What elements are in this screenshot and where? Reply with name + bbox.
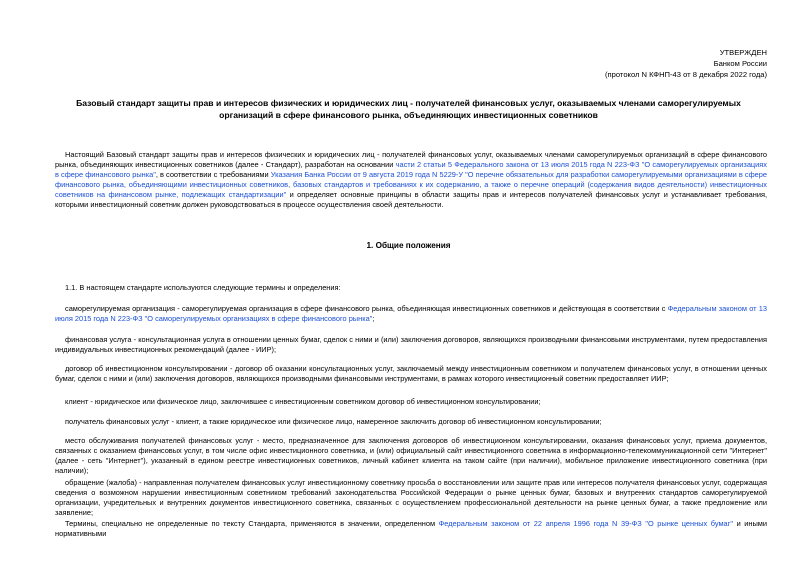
approval-stamp: [605, 47, 767, 80]
law-223-fz-link-2[interactable]: Федеральным законом от 13 июля 2015 года N 223-ФЗ "О саморегулируемых организациях в сфере финансового рынка": [55, 304, 767, 323]
definition-sro: [55, 304, 767, 324]
terms-paragraph: [55, 519, 767, 539]
clause-1-1: 1.1. В настоящем стандарте используются следующие термины и определения:: [65, 283, 341, 292]
definition-complaint: обращение (жалоба) - направленная получателем финансовых услуг инвестиционному советнику просьба о восстановлении или защите прав или интересов получателя финансовых услуг, содержащая сведения о возможном нарушении инвестиционным советником требований законодательства Российской Федерации о рынке ценных бумаг, базовых и внутренних стандартов саморегулируемой организации, учредительных и внутренних документов инвестиционного советника, связанных с осуществлением профессиональной деятельности на рынке ценных бумаг, а также предложение или заявление;: [55, 478, 767, 517]
intro-text-1: Настоящий Базовый стандарт защиты прав и интересов физических и юридических лиц - получателей финансовых услуг, оказываемых членами саморегулируемых организаций в сфере финансового рынка, объединяющих инвестиционных советников (далее - Стандарт), разработан на основании: [55, 150, 767, 169]
terms-text-1: Термины, специально не определенные по тексту Стандарта, применяются в значении, определенном: [65, 519, 439, 528]
definition-sro-end: ;: [372, 313, 375, 323]
intro-paragraph: [55, 150, 767, 210]
definition-client: клиент - юридическое или физическое лицо, заключившее с инвестиционным советником договор об инвестиционном консультировании;: [65, 397, 541, 406]
intro-text-2: , в соответствии с требованиями: [155, 169, 271, 179]
directive-5229-u-link[interactable]: Указания Банка России от 9 августа 2019 года N 5229-У "О перечне обязательных для разработки саморегулируемыми организациями в сфере финансового рынка, объединяющими инвестиционных советников, базовых стандартов и требованиях к их содержанию, а также о перечне операций (содержания видов деятельности) инвестиционных советников на финансовом рынке, подлежащих стандартизации": [55, 169, 767, 199]
approval-protocol: (протокол N КФНП-43 от 8 декабря 2022 года): [605, 70, 767, 79]
definition-sro-text: саморегулируемая организация - саморегулируемая организация в сфере финансового рынка, объединяющая инвестиционных советников и действующая в соответствии с: [65, 304, 668, 313]
approval-status: УТВЕРЖДЕН: [719, 48, 767, 57]
definition-service-place: место обслуживания получателей финансовых услуг - место, предназначенное для заключения договоров об инвестиционном консультировании, оказания финансовых услуг, приема документов, связанных с оказанием финансовых услуг, в том числе офис инвестиционного советника, и (или) официальный сайт инвестиционного советника в информационно-телекоммуникационной сети "Интернет" (далее - сеть "Интернет"), указанный в едином реестре инвестиционных советников, личный кабинет клиента на таком сайте (при наличии), мобильное приложение инвестиционного советника (при наличии);: [55, 436, 767, 475]
document-title-line-1: Базовый стандарт защиты прав и интересов физических и юридических лиц - получателей финансовых услуг, оказываемых членами саморегулируемых: [76, 98, 741, 108]
definition-service-recipient: получатель финансовых услуг - клиент, а также юридическое или физическое лицо, намеренное заключить договор об инвестиционном консультировании;: [65, 417, 602, 426]
definition-financial-service: финансовая услуга - консультационная услуга в отношении ценных бумаг, сделок с ними и (или) заключения договоров, являющихся производными финансовыми инструментами, путем предоставления индивидуальных инвестиционных рекомендаций (далее - ИИР);: [55, 335, 767, 354]
approval-authority: Банком России: [713, 59, 767, 68]
terms-text-2: и иными нормативными: [55, 519, 768, 538]
intro-text-3: и определяет основные принципы в области защиты прав и интересов получателей финансовых услуг и устанавливает требования, которыми инвестиционный советник должен руководствоваться в процессе осуществления своей деятельности.: [55, 189, 767, 209]
law-223-fz-link[interactable]: части 2 статьи 5 Федерального закона от 13 июля 2015 года N 223-ФЗ "О саморегулируемых организациях в сфере финансового рынка": [55, 159, 767, 179]
document-title-line-2: организаций в сфере финансового рынка, объединяющих инвестиционных советников: [219, 110, 598, 120]
definition-consulting-contract: договор об инвестиционном консультировании - договор об оказании консультационных услуг, заключаемый между инвестиционным советником и получателем финансовых услуг, в отношении ценных бумаг, сделок с ними и (или) заключения договоров, являющихся производными финансовыми инструментами, в рамках которого инвестиционный советник предоставляет ИИР;: [55, 364, 767, 383]
document-title: [50, 97, 767, 121]
law-39-fz-link[interactable]: Федеральным законом от 22 апреля 1996 года N 39-ФЗ "О рынке ценных бумаг": [438, 519, 733, 528]
section-heading: 1. Общие положения: [366, 241, 451, 250]
